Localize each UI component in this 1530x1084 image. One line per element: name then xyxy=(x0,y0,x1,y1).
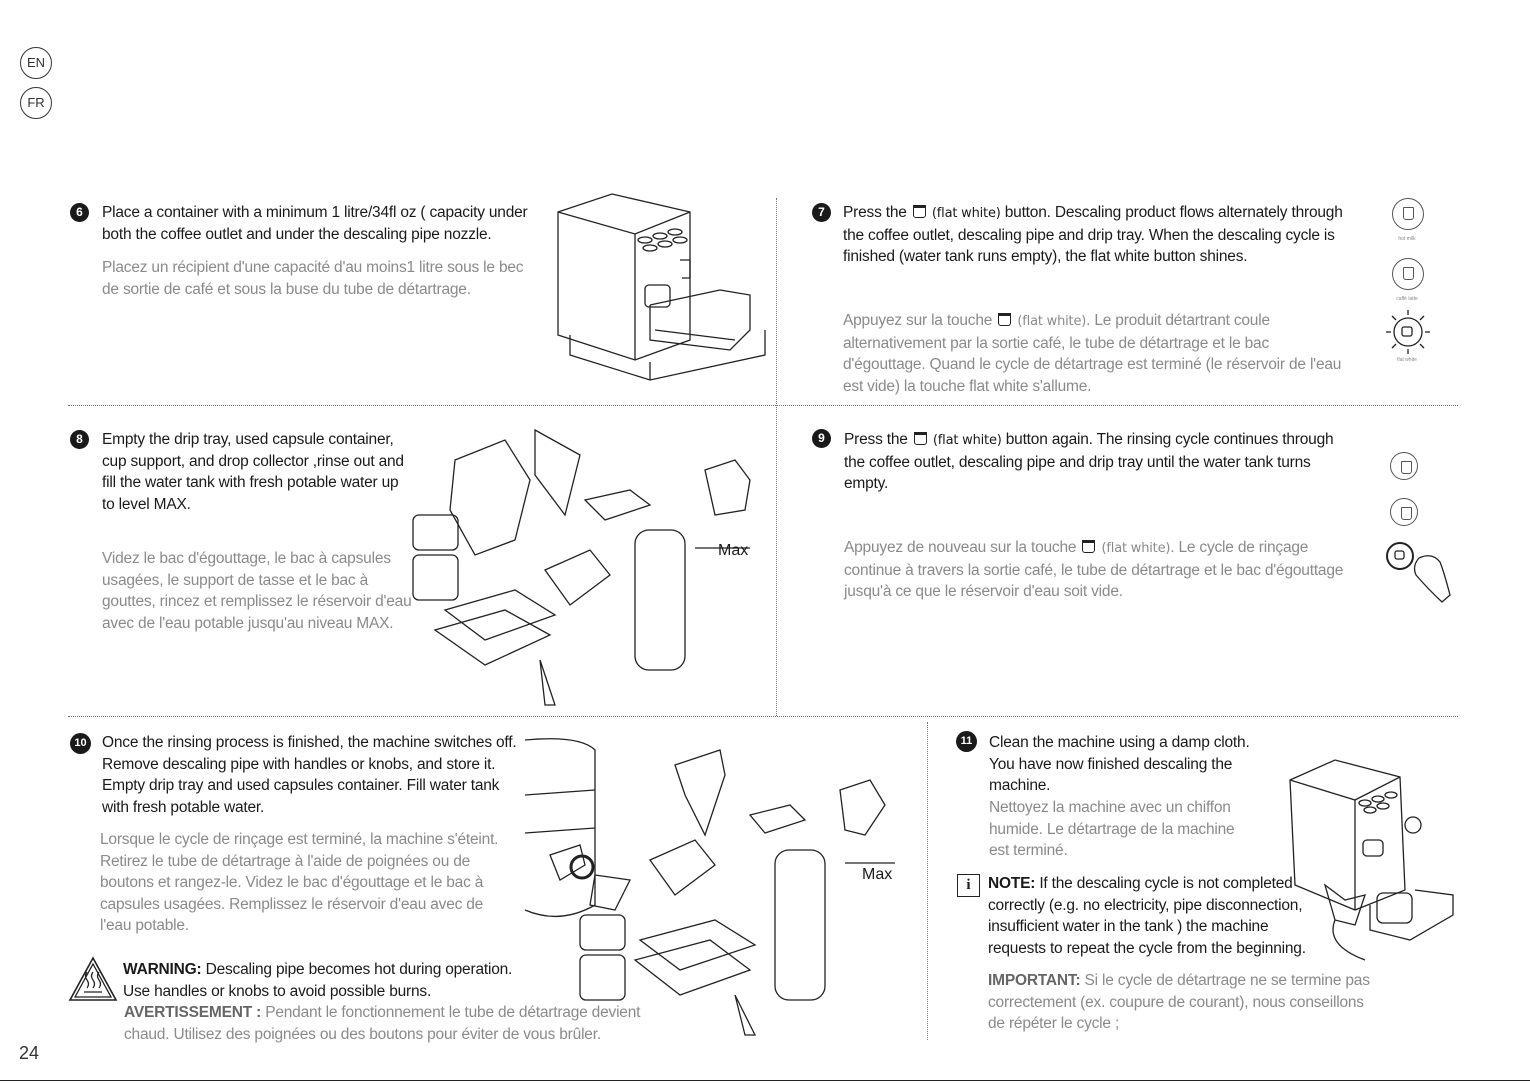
lang-en-badge: EN xyxy=(20,47,52,79)
important-text xyxy=(988,970,1373,1035)
step-text-en xyxy=(844,429,1344,495)
avert-body: Pendant le fonctionnement le tube de détartrage devient chaud. Utilisez des poignées ou des boutons pour éviter de vous brûler. xyxy=(124,1004,641,1043)
remove-pipe-and-parts-illustration xyxy=(520,735,900,1035)
important-label: IMPORTANT: xyxy=(988,972,1081,989)
important-body: Si le cycle de détartrage ne se termine pas correctement (ex. coupure de courant), nous conseillons de répéter le cycle ; xyxy=(988,972,1370,1032)
text-pre: Press the xyxy=(844,431,908,448)
flat-white-cup-icon xyxy=(998,313,1011,326)
hot-milk-button-icon xyxy=(1390,452,1418,480)
flat-white-cup-icon xyxy=(1082,540,1095,553)
cleaning-machine-illustration xyxy=(1285,755,1460,965)
button-name: (flat white) xyxy=(931,206,1001,221)
warning-text xyxy=(123,959,543,1002)
warning-body: Descaling pipe becomes hot during operation. Use handles or knobs to avoid possible burns. xyxy=(123,961,513,1000)
step-text-en: Empty the drip tray, used capsule container, cup support, and drop collector ,rinse out and fill the water tank with fresh potable water up to level MAX. xyxy=(102,431,404,513)
step-number: 6 xyxy=(70,203,89,222)
flat-white-shining-icon xyxy=(1384,308,1432,356)
max-label: Max xyxy=(862,866,893,883)
step-text-en: Clean the machine using a damp cloth. You have now finished descaling the machine. xyxy=(989,734,1250,794)
row-divider-1 xyxy=(68,405,1458,406)
max-label: Max xyxy=(718,542,749,559)
step-number: 7 xyxy=(812,203,831,222)
flat-white-cup-icon xyxy=(913,205,926,218)
column-divider-bottom xyxy=(927,722,928,1040)
footer-rule xyxy=(0,1080,1530,1081)
panel-label: hot milk xyxy=(1398,236,1416,242)
avert-label: AVERTISSEMENT : xyxy=(124,1004,262,1021)
page-number: 24 xyxy=(19,1043,40,1063)
hot-surface-warning-icon xyxy=(68,955,118,1003)
step-text-fr: Lorsque le cycle de rinçage est terminé, la machine s'éteint. Retirez le tube de détartrage à l'aide de poignées ou de boutons et rangez-le. Videz le bac d'égouttage et le bac à capsules usagées. Remplissez le réservoir d'eau avec de l'eau potable. xyxy=(100,831,499,934)
button-name: (flat white) xyxy=(932,433,1002,448)
caffe-latte-button-icon xyxy=(1390,498,1418,526)
note-text xyxy=(988,873,1306,959)
step-number: 10 xyxy=(70,733,91,754)
text-pre: Appuyez de nouveau sur la touche xyxy=(844,539,1077,556)
panel-label: caffè latte xyxy=(1396,296,1418,302)
text-post: button again. The rinsing cycle continues through the coffee outlet, descaling pipe and drip tray until the water tank turns empty. xyxy=(844,431,1334,492)
text-pre: Appuyez sur la touche xyxy=(843,312,993,329)
caffe-latte-button-icon xyxy=(1392,258,1424,290)
coffee-machine-illustration xyxy=(550,190,770,390)
step-number: 9 xyxy=(812,429,831,448)
text-pre: Press the xyxy=(843,204,907,221)
info-icon: i xyxy=(957,874,980,897)
text-post: button. Descaling product flows alternately through the coffee outlet, descaling pipe and drip tray. When the descaling cycle is finished (water tank runs empty), the flat white button shines. xyxy=(843,204,1343,265)
finger-press-flat-white-icon xyxy=(1384,540,1454,615)
step-text-en xyxy=(843,202,1348,268)
step-text-fr xyxy=(844,537,1349,603)
step-text-en: Once the rinsing process is finished, the machine switches off. Remove descaling pipe with handles or knobs, and store it. Empty drip tray and used capsules container. Fill water tank with fresh potable water. xyxy=(102,734,517,816)
column-divider-top xyxy=(776,198,777,716)
warning-label: WARNING: xyxy=(123,961,202,978)
panel-label: flat white xyxy=(1397,357,1417,363)
step-text-fr: Placez un récipient d'une capacité d'au moins1 litre sous le bec de sortie de café et sous la buse du tube de détartrage. xyxy=(102,259,524,298)
parts-cleaning-illustration xyxy=(405,420,765,710)
button-name: (flat white) xyxy=(1101,541,1171,556)
note-label: NOTE: xyxy=(988,875,1036,892)
text-post: . Le produit détartrant coule alternativement par la sortie café, le tube de détartrage et le bac d'égouttage. Quand le cycle de détartrage est terminé (le réservoir de l'eau est vide) la touche flat white s'allume. xyxy=(843,312,1342,395)
button-name: (flat white) xyxy=(1017,314,1087,329)
step-text-fr: Videz le bac d'égouttage, le bac à capsules usagées, le support de tasse et le bac à gouttes, rincez et remplissez le réservoir d'eau avec de l'eau potable jusqu'au niveau MAX. xyxy=(102,550,412,632)
flat-white-cup-icon xyxy=(914,432,927,445)
step-text-en: Place a container with a minimum 1 litre/34fl oz ( capacity under both the coffee outlet and under the descaling pipe nozzle. xyxy=(102,204,528,243)
note-body: If the descaling cycle is not completed correctly (e.g. no electricity, pipe disconnection, insufficient water in the tank ) the machine requests to repeat the cycle from the beginning. xyxy=(988,875,1306,957)
hot-milk-button-icon xyxy=(1392,198,1424,230)
step-text-fr xyxy=(843,310,1348,397)
step-number: 11 xyxy=(956,731,977,752)
lang-fr-badge: FR xyxy=(20,87,52,119)
step-text-fr: Nettoyez la machine avec un chiffon humide. Le détartrage de la machine est terminé. xyxy=(989,799,1235,859)
step-number: 8 xyxy=(70,430,89,449)
row-divider-2 xyxy=(68,716,1458,717)
text-post: . Le cycle de rinçage continue à travers la sortie café, le tube de détartrage et le bac d'égouttage jusqu'à ce que le réservoir d'eau soit vide. xyxy=(844,539,1344,600)
